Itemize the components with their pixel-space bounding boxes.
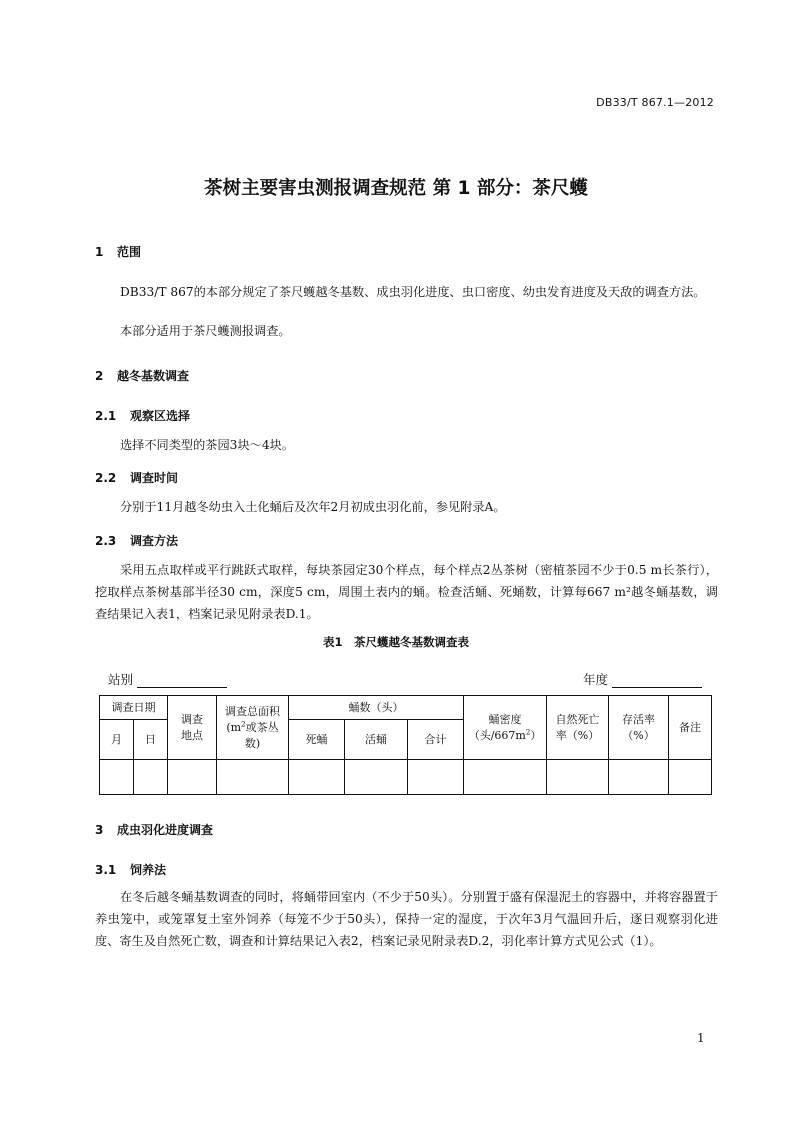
section-1-paragraph-1: DB33/T 867的本部分规定了茶尺蠖越冬基数、成虫羽化进度、虫口密度、幼虫发育进度及天敌的调查方法。: [120, 285, 706, 299]
page-title: 茶树主要害虫测报调查规范 第 1 部分：茶尺蠖: [204, 178, 588, 199]
station-label: 站别: [108, 672, 134, 687]
section-2-1-text: 选择不同类型的茶园3块～4块。: [120, 438, 294, 452]
section-3-1-heading: [95, 861, 166, 878]
section-title: 饲养法: [130, 863, 167, 877]
page-number: 1: [697, 1031, 705, 1045]
section-2-heading: [95, 367, 189, 384]
header-survey-date: 调查日期: [100, 696, 168, 720]
header-survival-rate: 存活率（%）: [609, 696, 669, 760]
section-2-2-heading: [95, 469, 178, 486]
section-title: 成虫羽化进度调查: [117, 823, 214, 837]
header-remarks: 备注: [669, 696, 712, 760]
section-3-heading: [95, 821, 213, 838]
section-number: 2.3: [95, 534, 117, 548]
table-row: [100, 760, 712, 795]
section-3-1-text: 在冬后越冬蛹基数调查的同时，将蛹带回室内（不少于50头）。分别置于盛有保湿泥土的容器中，并将容器置于养虫笼中，或笼罩复土室外饲养（每笼不少于50头），保持一定的湿度，于次年3月气温回升后，逐日观察羽化进度、寄生及自然死亡数，调查和计算结果记入表2，档案记录见附录表D.2，羽化率计算方式见公式（1）。: [95, 890, 718, 948]
header-day: 日: [134, 720, 168, 760]
header-natural-mortality: 自然死亡率（%）: [547, 696, 609, 760]
section-title: 越冬基数调查: [117, 369, 190, 383]
section-title: 调查时间: [130, 471, 179, 485]
section-number: 2: [95, 369, 104, 383]
station-field: [108, 670, 227, 688]
table-cell: [289, 760, 345, 795]
header-pupae-count: 蛹数（头）: [289, 696, 464, 720]
section-number: 3: [95, 823, 104, 837]
table-cell: [100, 760, 134, 795]
section-1-heading: [95, 243, 141, 260]
header-location: 调查地点: [168, 696, 217, 760]
section-title: 调查方法: [130, 534, 179, 548]
table-cell: [464, 760, 547, 795]
section-number: 3.1: [95, 863, 117, 877]
section-title: 观察区选择: [130, 409, 191, 423]
section-2-1-heading: [95, 407, 190, 424]
section-number: 1: [95, 245, 104, 259]
section-2-2-text: 分别于11月越冬幼虫入土化蛹后及次年2月初成虫羽化前，参见附录A。: [120, 500, 506, 514]
year-label: 年度: [583, 672, 609, 687]
header-pupa-density: 蛹密度 （头$/667m^2$）: [464, 696, 547, 760]
header-total-area: 调查总面积($m^2$或茶丛数): [217, 696, 289, 760]
table-1-caption: 表1 茶尺蠖越冬基数调查表: [322, 635, 469, 649]
year-blank: [612, 673, 702, 688]
header-month: 月: [100, 720, 134, 760]
header-total: 合计: [408, 720, 464, 760]
section-2-3-heading: [95, 532, 178, 549]
table-cell: [345, 760, 408, 795]
document-number: DB33/T 867.1—2012: [596, 96, 714, 109]
table-cell: [669, 760, 712, 795]
overwintering-survey-table: [99, 695, 712, 795]
table-cell: [609, 760, 669, 795]
table-cell: [217, 760, 289, 795]
table-cell: [134, 760, 168, 795]
station-blank: [137, 673, 227, 688]
table-cell: [547, 760, 609, 795]
section-number: 2.1: [95, 409, 117, 423]
year-field: [583, 670, 702, 688]
header-alive-pupae: 活蛹: [345, 720, 408, 760]
table-cell: [168, 760, 217, 795]
section-1-paragraph-2: 本部分适用于茶尺蠖测报调查。: [120, 324, 291, 338]
table-cell: [408, 760, 464, 795]
section-title: 范围: [117, 245, 142, 259]
section-number: 2.2: [95, 471, 117, 485]
section-2-3-text: 采用五点取样或平行跳跃式取样，每块茶园定30个样点，每个样点2丛茶树（密植茶园不少于0.5 m长茶行），挖取样点茶树基部半径30 cm，深度5 cm，周围土表内的蛹。检查活蛹、死蛹数，计算每667 m²越冬蛹基数，调查结果记入表1，档案记录见附录表D.1。: [95, 563, 718, 621]
header-dead-pupae: 死蛹: [289, 720, 345, 760]
